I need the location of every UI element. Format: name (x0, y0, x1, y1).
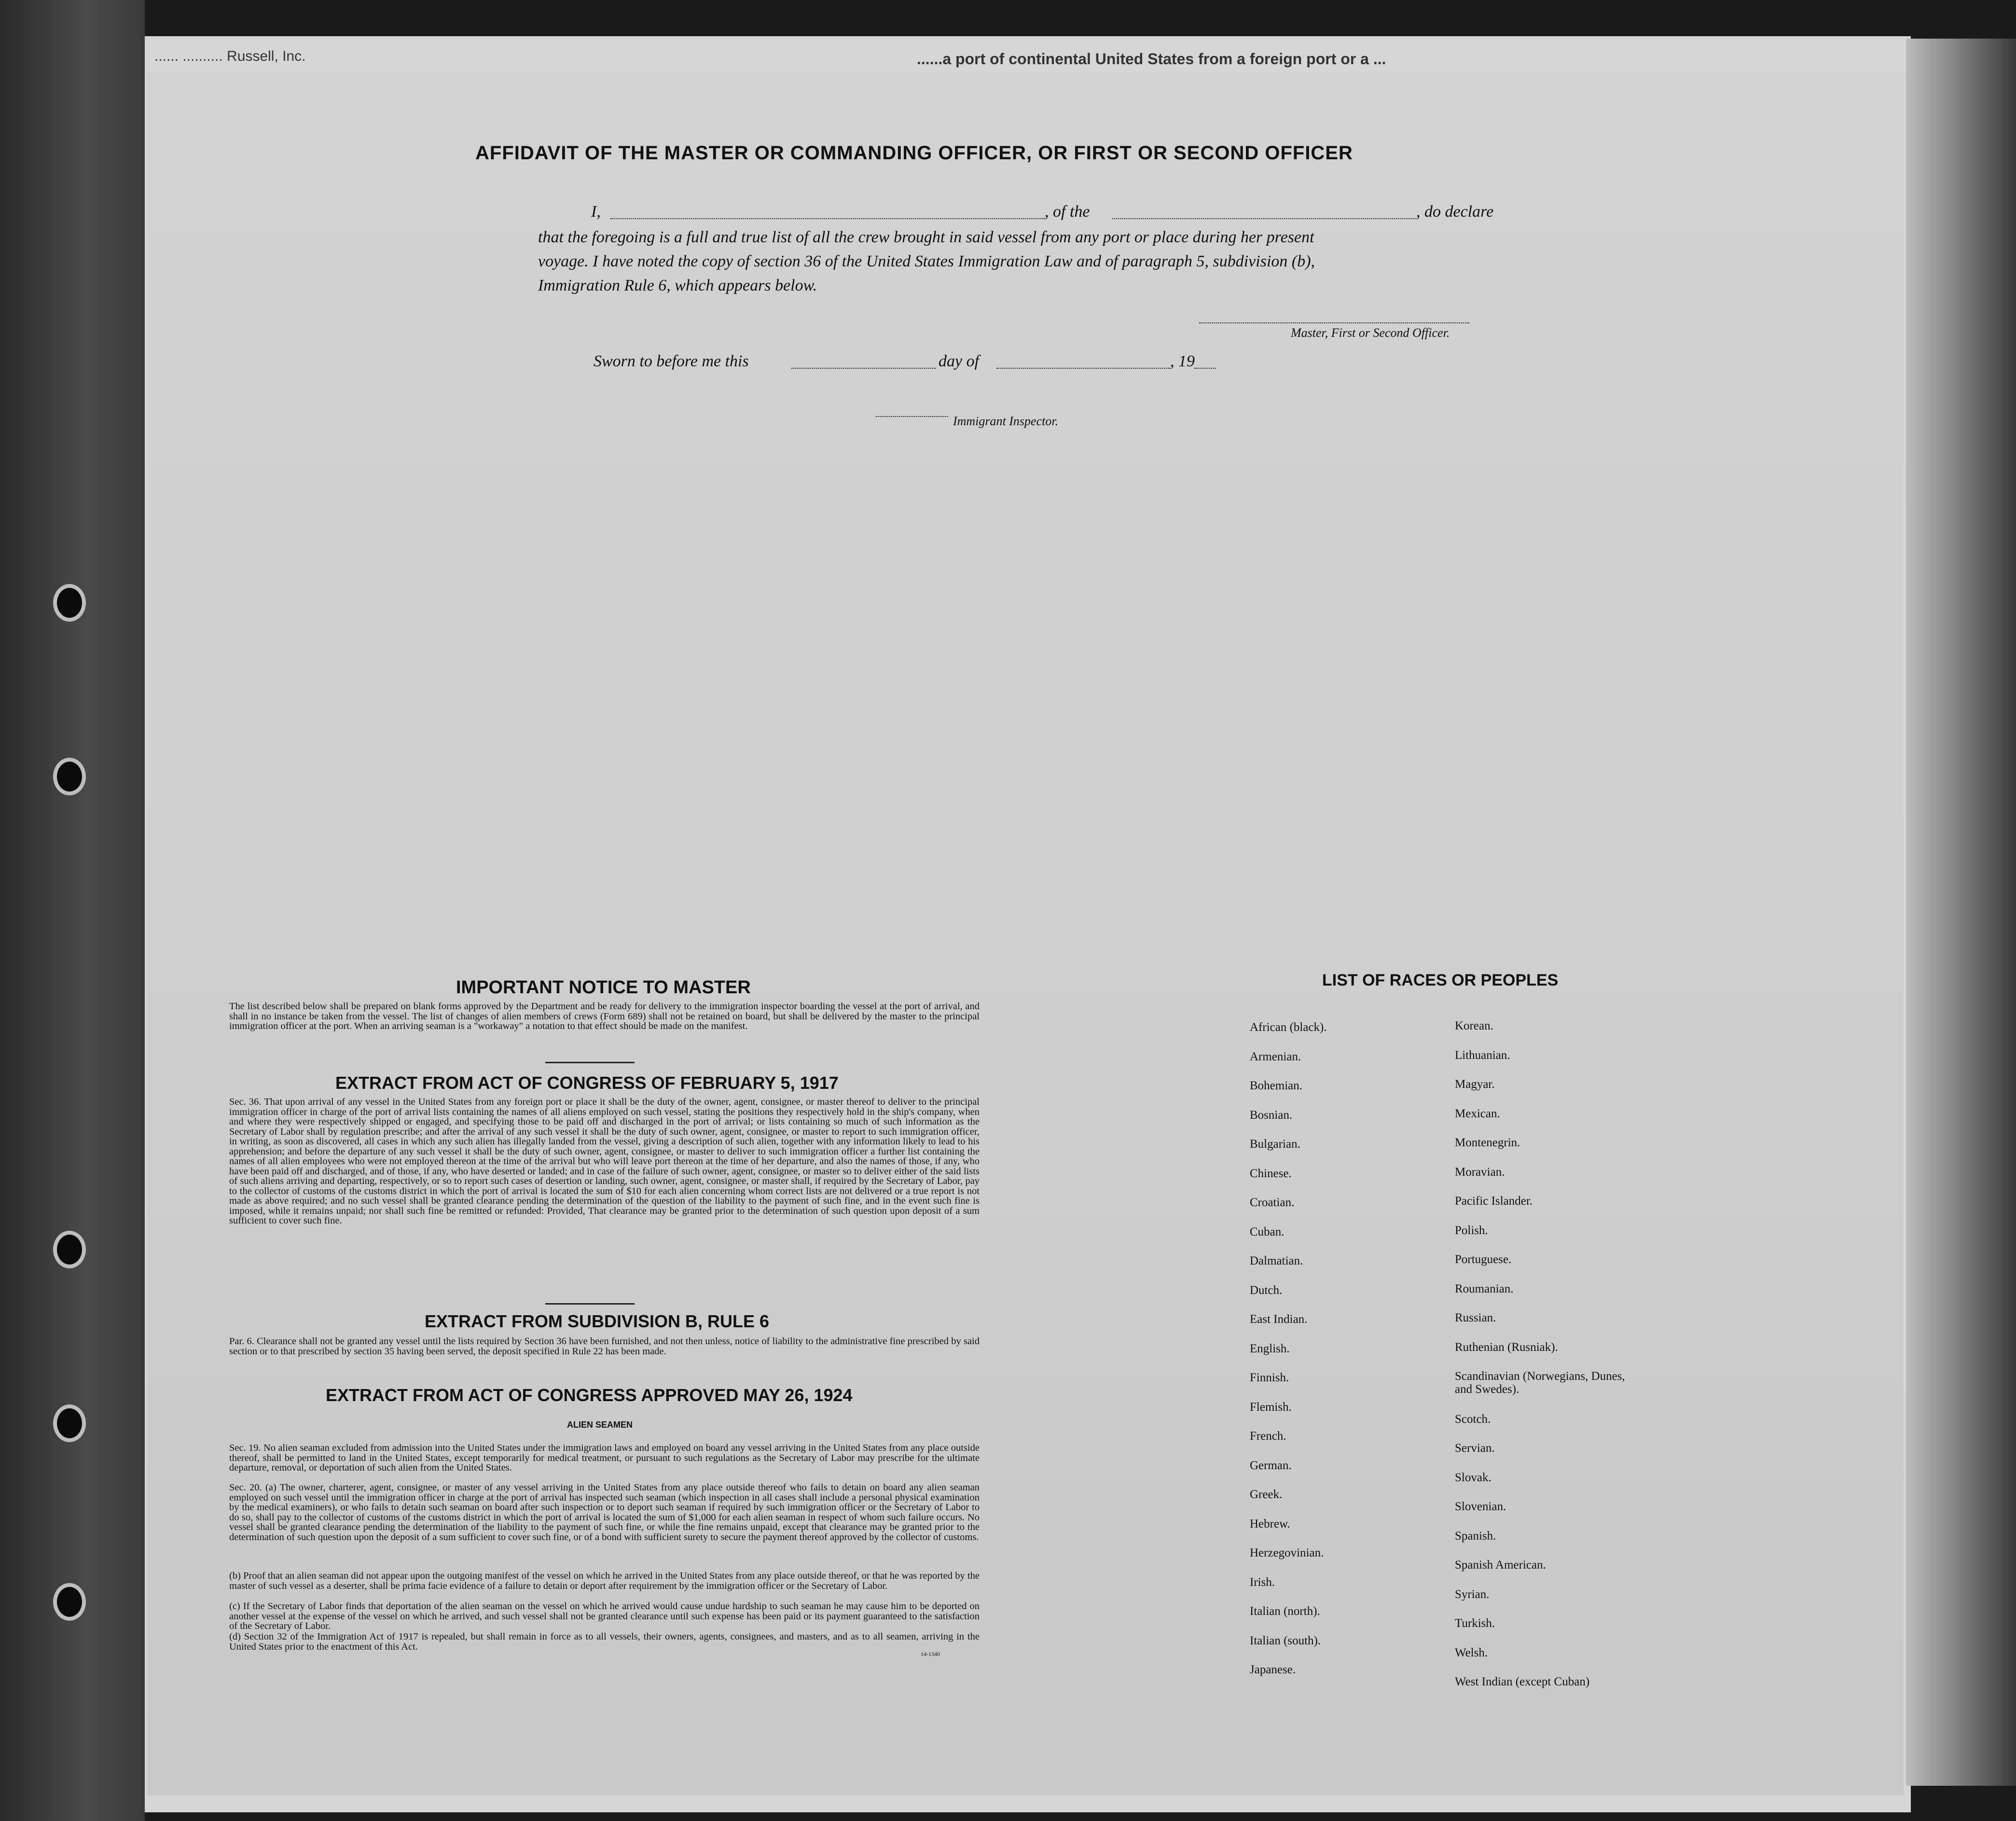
race-item: East Indian. (1250, 1313, 1308, 1326)
extract-rule6-text: Par. 6. Clearance shall not be granted any vessel until the lists required by Section 36 have been furnished, and not then unless, notice of liability to the administrative fine prescribed by said section or to that prescribed by section 35 having been served, the deposit specified in Rule 22 has been made. (229, 1336, 980, 1357)
inspector-caption: Immigrant Inspector. (953, 414, 1059, 428)
underlying-sheet-corner-text: ...... .......... Russell, Inc. (154, 48, 306, 64)
race-item: Korean. (1455, 1019, 1493, 1032)
race-item: Scandinavian (Norwegians, Dunes, and Swedes). (1455, 1370, 1625, 1396)
race-item: Dutch. (1250, 1283, 1283, 1297)
race-item: Slovenian. (1455, 1500, 1506, 1513)
affidavit-line-3: voyage. I have noted the copy of section 36 of the United States Immigration Law and of paragraph 5, subdivision (b), (538, 252, 1315, 270)
race-item: English. (1250, 1342, 1290, 1355)
race-item: Italian (south). (1250, 1634, 1321, 1647)
race-item: Finnish. (1250, 1371, 1289, 1384)
affidavit-line-2: that the foregoing is a full and true list of all the crew brought in said vessel from any port or place during her present (538, 228, 1314, 246)
extract-1924-sec20b: (b) Proof that an alien seaman did not appear upon the outgoing manifest of the vessel on which he arrived in the United States from any place outside thereof, or that he was reported by the master of such vessel as a deserter, shall be prima facie evidence of a failure to detain or deport after requirement by the immigration officer or the Secretary of Labor. (229, 1571, 980, 1591)
section-rule (545, 1303, 635, 1305)
race-item: French. (1250, 1430, 1286, 1443)
race-item: Roumanian. (1455, 1282, 1514, 1295)
underlying-sheet-top-text: ......a port of continental United States from a foreign port or a ... (917, 50, 1386, 68)
binder-hole (53, 1231, 86, 1268)
race-item: Bohemian. (1250, 1079, 1303, 1092)
race-item: Bosnian. (1250, 1108, 1293, 1122)
race-item: Magyar. (1455, 1078, 1495, 1091)
notice-text: The list described below shall be prepared on blank forms approved by the Department and be ready for delivery to the immigration inspector boarding the vessel at the port of arrival, and shall in no instance be taken from the vessel. The list of changes of alien members of crews (Form 689) shall not be retained on board, but shall be delivered by the master to the principal immigration officer at the port. When an arriving seaman is a "workaway" a notation to that effect should be made on the manifest. (229, 1001, 980, 1031)
race-item: Irish. (1250, 1575, 1275, 1589)
form-number: 14-1340 (921, 1651, 940, 1657)
section-rule (545, 1062, 635, 1063)
race-item: Lithuanian. (1455, 1048, 1510, 1062)
race-item: Syrian. (1455, 1587, 1490, 1601)
race-item: Welsh. (1455, 1646, 1488, 1659)
affidavit-title: AFFIDAVIT OF THE MASTER OR COMMANDING OFFICER, OR FIRST OR SECOND OFFICER (475, 142, 1353, 164)
extract-1917-title: EXTRACT FROM ACT OF CONGRESS OF FEBRUARY 5, 1917 (335, 1073, 839, 1093)
race-item: Hebrew. (1250, 1517, 1290, 1530)
race-item: Turkish. (1455, 1617, 1495, 1630)
affidavit-do-declare: , do declare (1416, 203, 1494, 221)
extract-1924-sec20c: (c) If the Secretary of Labor finds that deportation of the alien seaman on the vessel on which he arrived would cause undue hardship to such seaman he may cause him to be deported on another vessel at the expense of the vessel on which he arrived, and such vessel shall not be granted clearance until such expense has been paid or its payment guaranteed to the satisfaction of the Secretary of Labor. (229, 1601, 980, 1631)
extract-1917-text: Sec. 36. That upon arrival of any vessel in the United States from any foreign port or place it shall be the duty of the owner, agent, consignee, or master thereof to deliver to the principal immigration officer in charge of the port of arrival lists containing the names of all aliens employed on such vessel, stating the positions they respectively hold in the ship's company, when and where they were respectively shipped or engaged, and specifying those to be paid off and discharged in the port of arrival; or lists containing so much of such information as the Secretary of Labor shall by regulation prescribe; and after the arrival of any such vessel it shall be the duty of such owner, agent, consignee, or master to report to such immigration officer, in writing, as soon as discovered, all cases in which any such alien has illegally landed from the vessel, giving a description of such alien, together with any information likely to lead to his apprehension; and before the departure of any such vessel it shall be the duty of such owner, agent, consignee, or master to deliver to such immigration officer a further list containing the names of all alien employees who were not employed thereon at the time of the arrival but who will leave port thereon at the time of her departure, and also the names of those, if any, who have been paid off and discharged, and of those, if any, who have deserted or landed; and in case of the failure of such owner, agent, consignee, or master so to deliver either of the said lists of such aliens arriving and departing, respectively, or so to report such cases of desertion or landing, such owner, agent, consignee, or master shall, if required by the Secretary of Labor, pay to the collector of customs of the customs district in which the port of arrival is located the sum of $10 for each alien concerning whom correct lists are not delivered or a true report is not made as above required; and no such vessel shall be granted clearance pending the determination of the question of the liability to the payment of such fine, and in the event such fine is imposed, while it remains unpaid; nor shall such fine be remitted or refunded: Provided, That clearance may be granted prior to the determination of such question upon deposit of a sum sufficient to cover such fine. (229, 1097, 980, 1226)
sworn-year-blank (1194, 368, 1216, 369)
race-item: West Indian (except Cuban) (1455, 1675, 1590, 1688)
race-item: Ruthenian (Rusniak). (1455, 1340, 1558, 1354)
affidavit-of-the: , of the (1045, 203, 1090, 221)
race-item: Spanish. (1455, 1529, 1496, 1543)
race-item: Montenegrin. (1455, 1136, 1520, 1149)
race-item: Armenian. (1250, 1050, 1301, 1063)
race-item: Herzegovinian. (1250, 1546, 1324, 1559)
race-item: Chinese. (1250, 1167, 1292, 1180)
binder-hole (53, 758, 86, 795)
race-item: Russian. (1455, 1311, 1496, 1324)
sworn-day-of: day of (939, 352, 980, 370)
race-item: Mexican. (1455, 1107, 1500, 1120)
affidavit-line-4: Immigration Rule 6, which appears below. (538, 277, 817, 294)
races-title: LIST OF RACES OR PEOPLES (1322, 971, 1559, 989)
binder-hole (53, 1404, 86, 1442)
master-signature-caption: Master, First or Second Officer. (1291, 326, 1450, 340)
sworn-day-blank (791, 368, 936, 369)
extract-1924-sec19: Sec. 19. No alien seaman excluded from admission into the United States under the immigration laws and employed on board any vessel arriving in the United States from any place outside thereof, shall be permitted to land in the United States, except temporarily for medical treatment, or pursuant to such regulations as the Secretary of Labor may prescribe for the ultimate departure, removal, or deportation of such alien from the United States. (229, 1443, 980, 1473)
race-item: Italian (north). (1250, 1605, 1320, 1618)
extract-1924-subtitle: ALIEN SEAMEN (567, 1420, 633, 1430)
name-blank (610, 218, 1045, 219)
binder-hole (53, 584, 86, 622)
inspector-signature-line (876, 416, 948, 417)
race-item: Bulgarian. (1250, 1138, 1300, 1151)
sworn-month-blank (996, 368, 1170, 369)
right-sheet-edges (1906, 39, 2016, 1786)
binder-hole (53, 1583, 86, 1621)
race-item: Croatian. (1250, 1196, 1295, 1209)
race-item: Japanese. (1250, 1663, 1296, 1676)
race-item: Slovak. (1455, 1471, 1491, 1484)
race-item: Polish. (1455, 1223, 1488, 1237)
extract-1924-sec20a: Sec. 20. (a) The owner, charterer, agent, consignee, or master of any vessel arriving in the United States from any place outside thereof who fails to detain on board any alien seaman employed on such vessel until the immigration officer in charge at the port of arrival has inspected such seaman (which inspection in all cases shall include a personal physical examination by the medical examiners), or who fails to detain such seaman on board after such inspection or to deport such seaman if required by such immigration officer or the Secretary of Labor to do so, shall pay to the collector of customs of the customs district in which the port of arrival is located the sum of $1,000 for each alien seaman in respect of whom such failure occurs. No vessel shall be granted clearance pending the determination of the liability to the payment of such fine, or while the fine remains unpaid, except that clearance may be granted prior to the determination of such question upon the deposit of a sum sufficient to cover such fine, or of a bond with sufficient surety to secure the payment thereof approved by the collector of customs. (229, 1482, 980, 1543)
race-item: Moravian. (1455, 1165, 1505, 1179)
race-item: African (black). (1250, 1021, 1327, 1034)
extract-1924-title: EXTRACT FROM ACT OF CONGRESS APPROVED MAY 26, 1924 (326, 1385, 853, 1405)
race-item: Dalmatian. (1250, 1254, 1303, 1267)
sworn-year: , 19 (1170, 352, 1195, 370)
race-item: German. (1250, 1459, 1292, 1472)
master-signature-line (1199, 322, 1469, 323)
extract-rule6-title: EXTRACT FROM SUBDIVISION B, RULE 6 (425, 1311, 770, 1331)
race-item: Cuban. (1250, 1225, 1284, 1238)
race-item: Servian. (1455, 1442, 1495, 1455)
race-item: Spanish American. (1455, 1558, 1546, 1571)
affidavit-i: I, (591, 203, 601, 221)
race-item: Flemish. (1250, 1400, 1292, 1414)
sworn-text: Sworn to before me this (594, 352, 749, 370)
race-item: Pacific Islander. (1455, 1195, 1533, 1208)
race-item: Scotch. (1455, 1412, 1491, 1426)
rank-blank (1112, 218, 1416, 219)
binder-spine (0, 0, 145, 1821)
race-item: Greek. (1250, 1488, 1283, 1501)
extract-1924-sec20d: (d) Section 32 of the Immigration Act of 1917 is repealed, but shall remain in force as to all vessels, their owners, agents, consignees, and masters, and as to all seamen, arriving in the United States prior to the enactment of this Act. (229, 1631, 980, 1652)
notice-title: IMPORTANT NOTICE TO MASTER (456, 977, 751, 998)
race-item: Portuguese. (1455, 1253, 1512, 1266)
